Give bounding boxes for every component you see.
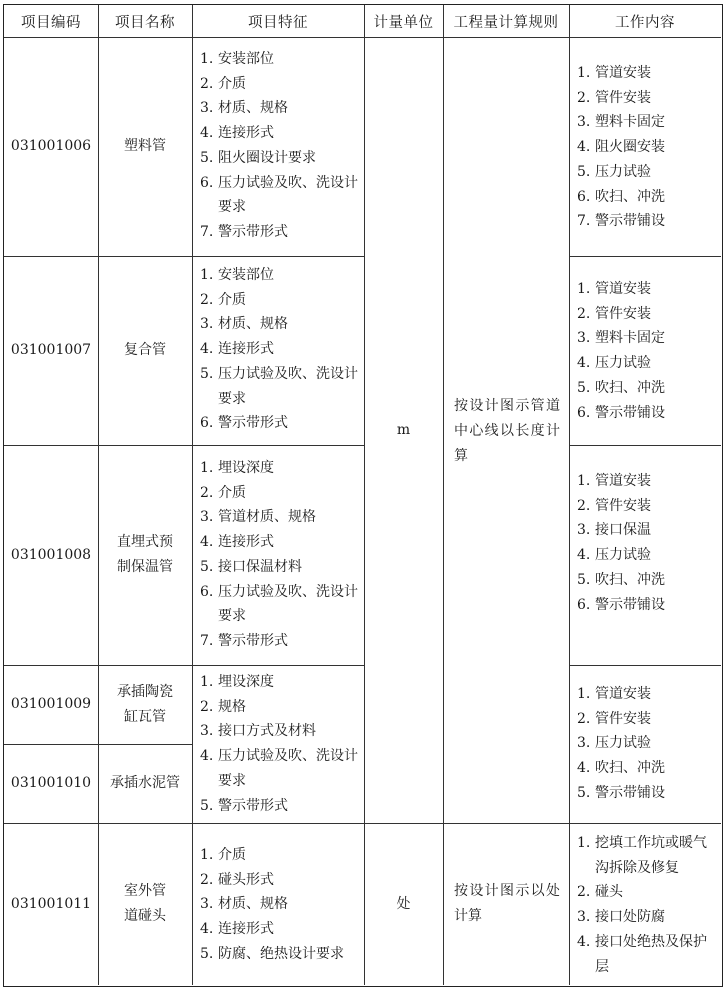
item-text: 介质 (218, 75, 246, 92)
item-text: 规格 (218, 698, 246, 715)
item-number: 3. (577, 330, 591, 347)
item-text: 防腐、绝热设计要求 (218, 945, 344, 962)
item-text: 安装部位 (218, 51, 274, 67)
item-text: 压力试验及吹、洗设计要求 (218, 583, 358, 625)
item-code: 031001008 (10, 546, 92, 563)
list-item (577, 302, 719, 327)
item-text: 接口方式及材料 (218, 723, 316, 740)
item-text: 管件安装 (595, 305, 651, 322)
list-item (200, 411, 362, 436)
item-text: 碰头 (595, 884, 623, 901)
item-number: 4. (200, 748, 214, 765)
item-number: 4. (200, 921, 214, 938)
col-divider (443, 5, 444, 985)
content-list (577, 469, 719, 617)
list-item (577, 568, 719, 593)
header-features: 项目特征 (248, 14, 308, 31)
item-text: 警示带铺设 (595, 784, 665, 801)
col-divider (192, 5, 193, 985)
list-item (200, 744, 362, 793)
item-text: 接口处绝热及保护层 (595, 933, 707, 975)
item-number: 6. (200, 174, 214, 191)
item-text: 连接形式 (218, 534, 274, 551)
list-item (200, 794, 362, 819)
item-name: 塑料管 (124, 138, 166, 154)
item-text: 接口处防腐 (595, 909, 665, 926)
list-item (200, 220, 362, 245)
item-text: 碰头形式 (218, 871, 274, 888)
item-number: 4. (577, 547, 591, 564)
item-text: 阻火圈设计要求 (218, 149, 316, 166)
row-divider (4, 823, 721, 824)
item-number: 5. (577, 784, 591, 801)
item-name: 承插水泥管 (110, 775, 180, 791)
item-text: 材质、规格 (218, 316, 288, 333)
list-item (577, 880, 719, 905)
list-item (200, 288, 362, 313)
item-text: 吹扫、冲洗 (595, 379, 665, 396)
item-text: 警示带铺设 (595, 596, 665, 613)
header-rule: 工程量计算规则 (453, 14, 559, 31)
list-item (200, 263, 362, 288)
item-text: 接口保温 (595, 522, 651, 539)
item-text: 管件安装 (595, 710, 651, 727)
item-number: 2. (200, 484, 214, 501)
list-item (577, 401, 719, 426)
item-text: 连接形式 (218, 125, 274, 142)
header-unit: 计量单位 (373, 14, 434, 31)
item-text: 警示带铺设 (595, 213, 665, 230)
item-number: 5. (200, 797, 214, 814)
item-number: 1. (577, 686, 591, 702)
col-divider (569, 5, 570, 985)
item-number: 5. (577, 571, 591, 588)
item-number: 2. (200, 871, 214, 888)
item-code: 031001006 (10, 138, 92, 154)
quantity-table (3, 4, 723, 987)
list-item (200, 505, 362, 530)
list-item (200, 72, 362, 97)
item-number: 5. (577, 379, 591, 396)
row-divider (569, 256, 721, 257)
item-number: 4. (577, 139, 591, 156)
item-text: 管件安装 (595, 89, 651, 106)
list-item (577, 494, 719, 519)
list-item (200, 171, 362, 220)
item-text: 连接形式 (218, 341, 274, 358)
item-text: 警示带形式 (218, 223, 288, 240)
list-item (200, 580, 362, 629)
item-name: 室外管道碰头 (124, 883, 166, 924)
item-number: 1. (577, 65, 591, 81)
item-number: 1. (577, 473, 591, 489)
item-code: 031001011 (10, 895, 92, 912)
item-number: 1. (577, 281, 591, 297)
item-number: 3. (577, 735, 591, 752)
item-number: 5. (200, 149, 214, 166)
list-item (200, 47, 362, 72)
list-item (577, 326, 719, 351)
list-item (577, 61, 719, 86)
item-text: 吹扫、冲洗 (595, 571, 665, 588)
header-content: 工作内容 (615, 14, 675, 31)
item-number: 5. (200, 365, 214, 382)
item-text: 压力试验 (595, 735, 651, 752)
item-text: 警示带形式 (218, 797, 288, 814)
item-text: 压力试验及吹、洗设计要求 (218, 748, 358, 789)
item-text: 挖填工作坑或暖气沟拆除及修复 (595, 835, 707, 876)
item-text: 压力试验及吹、洗设计要求 (218, 365, 358, 407)
item-text: 压力试验及吹、洗设计要求 (218, 174, 358, 216)
item-number: 1. (200, 847, 214, 863)
item-name: 直埋式预制保温管 (117, 534, 173, 575)
item-number: 3. (577, 522, 591, 539)
list-item (577, 110, 719, 135)
item-number: 3. (577, 114, 591, 131)
row-divider (569, 445, 721, 446)
item-number: 6. (577, 404, 591, 421)
list-item (577, 707, 719, 732)
item-number: 3. (200, 509, 214, 526)
item-number: 4. (200, 534, 214, 551)
item-number: 2. (200, 698, 214, 715)
item-text: 埋设深度 (218, 674, 274, 690)
list-item (577, 351, 719, 376)
list-item (577, 731, 719, 756)
item-text: 管道安装 (595, 281, 651, 297)
unit-cell: m (396, 421, 411, 438)
item-number: 2. (200, 291, 214, 308)
item-text: 管道安装 (595, 473, 651, 489)
item-number: 1. (577, 835, 591, 851)
list-item (577, 831, 719, 880)
list-item (200, 843, 362, 868)
item-number: 3. (200, 896, 214, 913)
item-number: 6. (577, 596, 591, 613)
list-item (577, 86, 719, 111)
content-list (577, 61, 719, 234)
list-item (200, 719, 362, 744)
list-item (200, 555, 362, 580)
item-number: 4. (577, 355, 591, 372)
content-list (577, 831, 719, 979)
item-text: 安装部位 (218, 267, 274, 283)
rule-cell: 按设计图示以处计算 (454, 883, 560, 924)
item-number: 3. (200, 316, 214, 333)
list-item (200, 121, 362, 146)
item-number: 7. (200, 223, 214, 240)
item-text: 塑料卡固定 (595, 114, 665, 131)
item-text: 介质 (218, 847, 246, 863)
features-list (200, 263, 362, 436)
list-item (200, 892, 362, 917)
item-text: 警示带形式 (218, 415, 288, 432)
list-item (577, 930, 719, 979)
features-list (200, 47, 362, 245)
item-text: 介质 (218, 484, 246, 501)
item-text: 材质、规格 (218, 896, 288, 913)
list-item (577, 135, 719, 160)
row-divider (569, 665, 721, 666)
item-number: 5. (200, 558, 214, 575)
header-code: 项目编码 (21, 14, 81, 31)
item-number: 5. (200, 945, 214, 962)
item-name: 承插陶瓷缸瓦管 (117, 683, 173, 725)
item-number: 1. (200, 460, 214, 476)
item-number: 3. (200, 723, 214, 740)
list-item (200, 312, 362, 337)
item-text: 连接形式 (218, 921, 274, 938)
item-text: 埋设深度 (218, 460, 274, 476)
content-list (577, 277, 719, 425)
item-text: 警示带形式 (218, 632, 288, 649)
list-item (577, 469, 719, 494)
item-number: 7. (577, 213, 591, 230)
item-number: 1. (200, 674, 214, 690)
item-text: 压力试验 (595, 355, 651, 372)
item-number: 6. (200, 415, 214, 432)
item-number: 7. (200, 632, 214, 649)
item-number: 4. (577, 933, 591, 950)
item-number: 6. (200, 583, 214, 600)
list-item (200, 695, 362, 720)
item-number: 4. (200, 341, 214, 358)
list-item (577, 781, 719, 806)
unit-cell: 处 (396, 895, 411, 912)
item-number: 2. (577, 710, 591, 727)
features-list (200, 456, 362, 654)
item-text: 管道安装 (595, 65, 651, 81)
item-number: 2. (577, 884, 591, 901)
list-item (577, 185, 719, 210)
content-list (577, 682, 719, 806)
list-item (577, 518, 719, 543)
item-number: 6. (577, 188, 591, 205)
item-text: 吹扫、冲洗 (595, 760, 665, 777)
list-item (200, 481, 362, 506)
list-item (577, 593, 719, 618)
item-text: 管道材质、规格 (218, 509, 316, 526)
item-text: 管道安装 (595, 686, 651, 702)
item-code: 031001007 (10, 342, 92, 358)
list-item (577, 756, 719, 781)
item-text: 吹扫、冲洗 (595, 188, 665, 205)
item-text: 警示带铺设 (595, 404, 665, 421)
item-code: 031001010 (10, 775, 92, 791)
list-item (577, 543, 719, 568)
list-item (200, 942, 362, 967)
item-number: 2. (577, 305, 591, 322)
item-text: 压力试验 (595, 163, 651, 180)
header-name: 项目名称 (115, 14, 175, 31)
item-text: 阻火圈安装 (595, 139, 665, 156)
item-text: 压力试验 (595, 547, 651, 564)
item-number: 2. (577, 497, 591, 514)
item-number: 3. (200, 100, 214, 117)
item-number: 2. (577, 89, 591, 106)
list-item (200, 917, 362, 942)
list-item (200, 146, 362, 171)
item-number: 1. (200, 51, 214, 67)
item-number: 5. (577, 163, 591, 180)
list-item (200, 868, 362, 893)
features-list (200, 670, 362, 818)
list-item (577, 905, 719, 930)
item-number: 1. (200, 267, 214, 283)
item-text: 管件安装 (595, 497, 651, 514)
item-name: 复合管 (124, 342, 166, 358)
item-number: 2. (200, 75, 214, 92)
list-item (200, 456, 362, 481)
list-item (577, 160, 719, 185)
item-number: 4. (200, 125, 214, 142)
list-item (577, 209, 719, 234)
item-number: 3. (577, 909, 591, 926)
list-item (200, 362, 362, 411)
list-item (200, 530, 362, 555)
list-item (200, 670, 362, 695)
item-number: 4. (577, 760, 591, 777)
list-item (577, 376, 719, 401)
item-text: 接口保温材料 (218, 558, 302, 575)
list-item (577, 682, 719, 707)
list-item (577, 277, 719, 302)
features-list (200, 843, 362, 967)
list-item (200, 337, 362, 362)
item-code: 031001009 (10, 696, 92, 712)
list-item (200, 96, 362, 121)
list-item (200, 629, 362, 654)
rule-cell: 按设计图示管道中心线以长度计算 (454, 398, 560, 464)
item-text: 材质、规格 (218, 100, 288, 117)
item-text: 塑料卡固定 (595, 330, 665, 347)
item-text: 介质 (218, 291, 246, 308)
